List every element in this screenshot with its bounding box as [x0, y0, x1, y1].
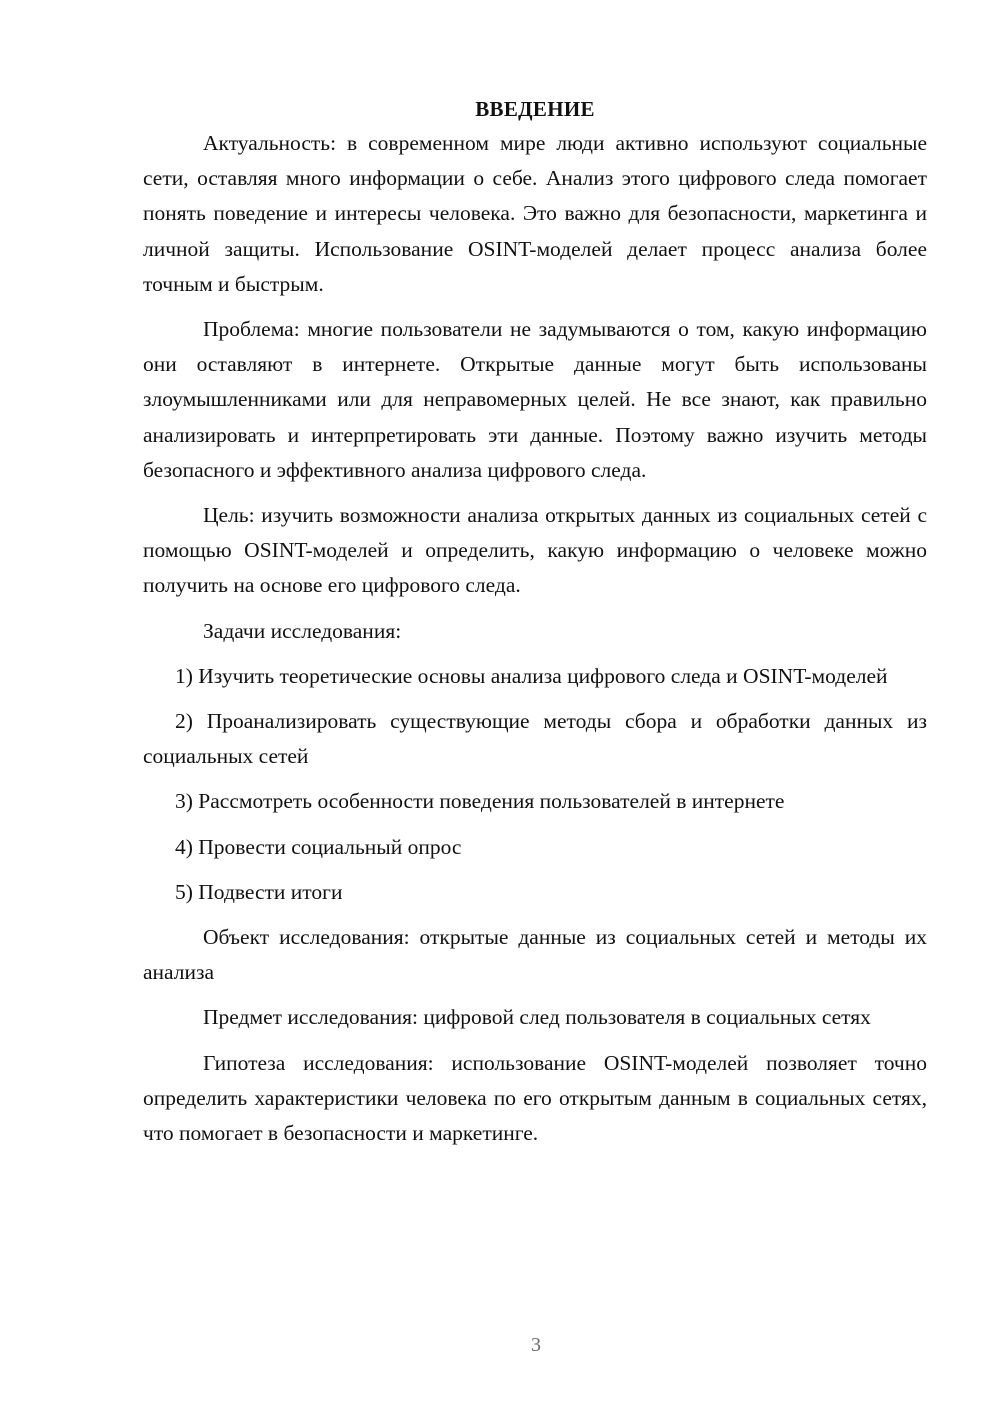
goal-paragraph: Цель: изучить возможности анализа открытых данных из социальных сетей с помощью OSINT-моделей и определить, какую информацию о человеке можно получить на основе его цифрового следа. — [143, 503, 927, 598]
tasks-heading: Задачи исследования: — [203, 618, 402, 643]
task-item-1: 1) Изучить теоретические основы анализа цифрового следа и OSINT-моделей — [175, 663, 888, 688]
object-paragraph: Объект исследования: открытые данные из социальных сетей и методы их анализа — [143, 925, 927, 985]
task-item-4: 4) Провести социальный опрос — [175, 834, 462, 859]
problem-paragraph: Проблема: многие пользователи не задумываются о том, какую информацию они оставляют в интернете. Открытые данные могут быть использованы злоумышленниками или для неправомерных целей. Не все знают, как правильно анализировать и интерпретировать эти данные. Поэтому важно изучить методы безопасного и эффективного анализа цифрового следа. — [143, 317, 927, 482]
task-item-3: 3) Рассмотреть особенности поведения пользователей в интернете — [175, 789, 785, 814]
task-item-5: 5) Подвести итоги — [175, 879, 343, 904]
relevance-paragraph: Актуальность: в современном мире люди активно используют социальные сети, оставляя много информации о себе. Анализ этого цифрового следа помогает понять поведение и интересы человека. Это важно для безопасности, маркетинга и личной защиты. Использование OSINT-моделей делает процесс анализа более точным и быстрым. — [143, 131, 927, 296]
document-page — [143, 92, 927, 1151]
page-number: 3 — [531, 1334, 541, 1356]
page-title: ВВЕДЕНИЕ — [475, 97, 595, 121]
subject-paragraph: Предмет исследования: цифровой след пользователя в социальных сетях — [203, 1005, 871, 1030]
task-item-2: 2) Проанализировать существующие методы сбора и обработки данных из социальных сетей — [143, 709, 927, 769]
hypothesis-paragraph: Гипотеза исследования: использование OSINT-моделей позволяет точно определить характеристики человека по его открытым данным в социальных сетях, что помогает в безопасности и маркетинге. — [143, 1050, 927, 1146]
